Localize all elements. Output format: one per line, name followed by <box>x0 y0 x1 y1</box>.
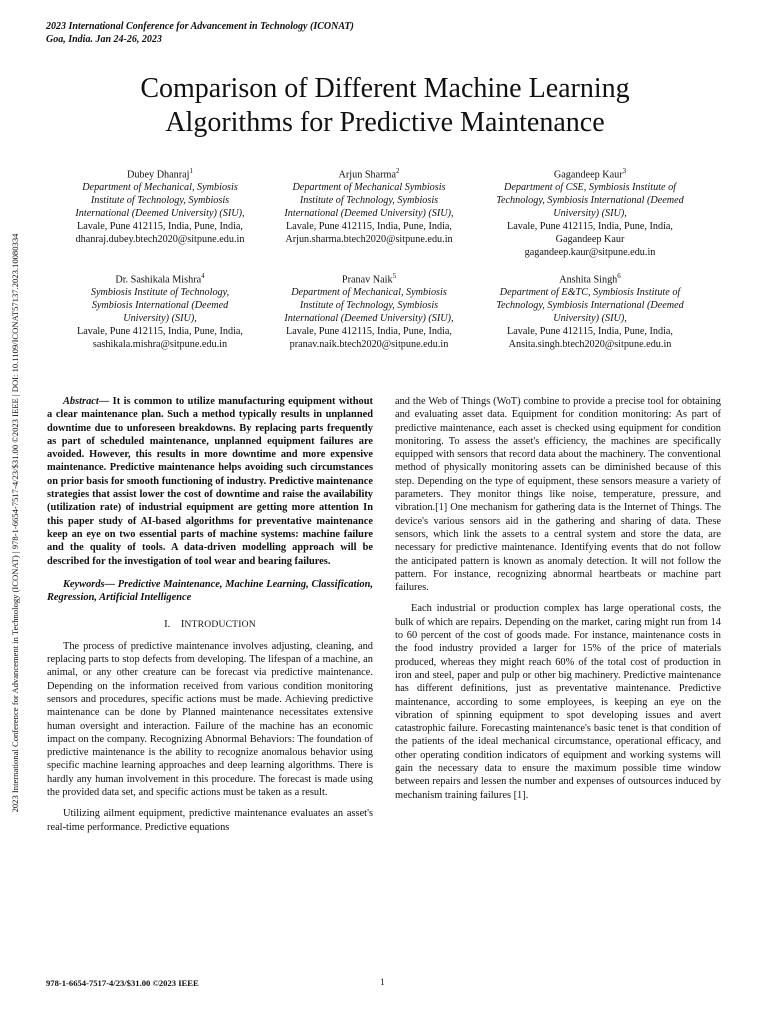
conference-name: 2023 International Conference for Advancement in Technology (ICONAT) <box>46 21 354 32</box>
author-name-repeat: Gagandeep Kaur <box>555 234 625 246</box>
title-line-1: Comparison of Different Machine Learning <box>140 73 630 104</box>
left-column <box>47 395 373 834</box>
author-block-4 <box>44 270 276 351</box>
author-address: Lavale, Pune 412115, India, Pune, India, <box>507 326 673 338</box>
author-dept-line: International (Deemed University) (SIU), <box>75 208 245 220</box>
author-email: gagandeep.kaur@sitpune.edu.in <box>524 247 656 259</box>
abstract-label: Abstract <box>63 396 99 407</box>
author-dept-line: University) (SIU), <box>553 313 627 325</box>
title-line-2: Algorithms for Predictive Maintenance <box>165 107 605 138</box>
intro-paragraph-3: and the Web of Things (WoT) combine to provide a precise tool for obtaining and evaluating asset data. Equipment for condition monitoring: As part of predictive maintenance, each asset is checked using equipment for condition monitoring. To assess the asset's efficiency, the machines are specifically equipped with sensors that record data about the machinery. The conventional method of physically monitoring assets can be diminished because of this step. Depending on the type of equipment, these sensors measure a variety of parameters. They monitor things like noise, temperature, pressure, and vibration.[1] One mechanism for gathering data is the Internet of Things. The device's various sensors aid in the gathering and sharing of data. These sensors, which link the assets to a central system and store the data, are necessary for predictive maintenance. Identifying events that do not follow the anticipated pattern is known as anomaly detection. It will not follow the pattern. For instance, recognizing abnormal heartbeats or machine part failures. <box>395 396 721 594</box>
author-block-3 <box>474 165 706 259</box>
author-address: Lavale, Pune 412115, India, Pune, India, <box>77 221 243 233</box>
author-name: Gagandeep Kaur$^3$ <box>553 167 627 181</box>
conference-header <box>46 20 354 46</box>
author-dept-line: Institute of Technology, Symbiosis <box>299 195 439 207</box>
abstract-text: It is common to utilize manufacturing equipment without a clear maintenance plan. Such a method typically results in unplanned downtime due to unforeseen breakdowns. By replacing parts frequently as part of scheduled maintenance, unplanned equipment failures are avoided. However, this results in more downtime and more expensive maintenance. Predictive maintenance helps avoiding such circumstances on prior basis for smooth functioning of industry. Predictive maintenance strategies that assist lower the cost of downtime and raise the availability (utilization rate) of industrial equipment are getting more attention In this paper study of AI-based algorithms for preventative maintenance keep an eye on two essential parts of machine systems: machine failure and the quality of tools. A data-driven modelling approach will be described for the investigation of tool wear and bearing failures. <box>47 396 373 567</box>
author-name: Dr. Sashikala Mishra$^4$ <box>115 272 205 286</box>
abstract: Abstract— It is common to utilize manufacturing equipment without a clear maintenance plan. Such a method typically results in unplanned downtime due to unforeseen breakdowns. By replacing parts frequently as part of scheduled maintenance, unplanned equipment failures are avoided. However, this results in more downtime and more expensive maintenance. Predictive maintenance helps avoiding such circumstances on prior basis for smooth functioning of industry. Predictive maintenance strategies that assist lower the cost of downtime and raise the availability (utilization rate) of industrial equipment are getting more attention In this paper study of AI-based algorithms for preventative maintenance keep an eye on two essential parts of machine systems: machine failure and the quality of tools. A data-driven modelling approach will be described for the investigation of tool wear and bearing failures. <box>47 396 373 567</box>
doi-banner-text: 2023 International Conference for Advancement in Technology (ICONAT) | 978-1-6654-7517-4/23/$31.00 ©2023 IEEE | DOI: 10.1109/ICONAT57137.2023.10080334 <box>10 233 20 813</box>
author-dept-line: Department of Mechanical, Symbiosis <box>82 182 238 194</box>
paper-title <box>60 72 710 140</box>
author-dept-line: International (Deemed University) (SIU), <box>284 313 454 325</box>
author-dept-line: Technology, Symbiosis International (Deemed <box>496 195 684 207</box>
author-email: Ansita.singh.btech2020@sitpune.edu.in <box>508 339 672 351</box>
author-block-2 <box>253 165 485 246</box>
page-number: 1 <box>380 978 385 988</box>
keywords-label: Keywords— <box>63 578 118 590</box>
author-dept-line: University) (SIU), <box>553 208 627 220</box>
author-name: Anshita Singh$^6$ <box>559 272 621 286</box>
author-address: Lavale, Pune 412115, India, Pune, India, <box>507 221 673 233</box>
intro-paragraph-2: Utilizing ailment equipment, predictive maintenance evaluates an asset's real-time performance. Predictive equations <box>47 808 373 833</box>
author-dept-line: Symbiosis International (Deemed <box>91 300 229 312</box>
author-name: Dubey Dhanraj$^1$ <box>126 167 194 181</box>
author-address: Lavale, Pune 412115, India, Pune, India, <box>286 326 452 338</box>
author-block-5 <box>253 270 485 351</box>
keywords-text: Predictive Maintenance, Machine Learning, Classification, Regression, Artificial Intelligence <box>47 578 373 604</box>
author-dept-line: University) (SIU), <box>123 313 197 325</box>
section-heading-introduction: I. INTRODUCTION <box>164 619 256 631</box>
author-dept-line: Symbiosis Institute of Technology, <box>90 287 230 299</box>
author-address: Lavale, Pune 412115, India, Pune, India, <box>77 326 243 338</box>
author-dept-line: Department of E&TC, Symbiosis Institute of <box>499 287 681 299</box>
author-dept-line: Department of Mechanical, Symbiosis <box>291 287 447 299</box>
author-dept-line: Technology, Symbiosis International (Deemed <box>496 300 684 312</box>
author-block-6 <box>474 270 706 351</box>
keywords <box>47 578 373 605</box>
author-block-1 <box>44 165 276 246</box>
author-email: sashikala.mishra@sitpune.edu.in <box>92 339 228 351</box>
footer-isbn: 978-1-6654-7517-4/23/$31.00 ©2023 IEEE <box>46 978 199 988</box>
author-dept-line: Institute of Technology, Symbiosis <box>299 300 439 312</box>
author-name: Pranav Naik$^5$ <box>341 272 397 286</box>
author-dept-line: International (Deemed University) (SIU), <box>284 208 454 220</box>
author-address: Lavale, Pune 412115, India, Pune, India, <box>286 221 452 233</box>
side-banner <box>4 158 26 888</box>
author-dept-line: Department of Mechanical Symbiosis <box>292 182 446 194</box>
author-email: dhanraj.dubey.btech2020@sitpune.edu.in <box>75 234 245 246</box>
author-email: Arjun.sharma.btech2020@sitpune.edu.in <box>285 234 453 246</box>
author-name: Arjun Sharma$^2$ <box>338 167 400 181</box>
right-column <box>395 395 721 802</box>
author-email: pranav.naik.btech2020@sitpune.edu.in <box>289 339 449 351</box>
intro-paragraph-4: Each industrial or production complex has large operational costs, the bulk of which are repairs. Depending on the market, caring might run from 14 to 60 percent of the cost of goods made. For instance, maintenance costs in the food industry provided a larger for 15% of the price of materials produced, whereas they might reach 60% of the total cost of production in iron and steel, paper and pulp or other big machinery. Predictive maintenance has different definitions, just as preventative maintenance. Predictive maintenance, according to some employees, is keeping an eye on the vibration of spinning equipment to spot developing issues and avert catastrophic failure. Forecasting maintenance's basic tenet is that condition of the patients of the ideal mechanical circumstance, operational efficacy, and other operating condition indicators of equipment and working systems will gain the necessary data to ensure the maximum possible time window between repairs and lessen the number and expenses of outsources induced by mechanism training failures [1]. <box>395 603 721 801</box>
intro-paragraph-1: The process of predictive maintenance involves adjusting, cleaning, and replacing parts to stop defects from developing. The lifespan of a machine, an animal, or any other creature can be forecast via predictive maintenance. Depending on the information received from various condition monitoring sensors and procedures, specific actions must be made. Achieving predictive maintenance can be done by Planned maintenance necessitates extensive human oversight and interaction. Failure of the machine has an economic impact on the company. Recognizing Abnormal Behaviors: The foundation of predictive maintenance is the ability to recognize anomalous behavior using specific machine learning approaches and deep learning algorithms. There is hardly any human involvement in this procedure. The forecast is made using the provided data set, and specific actions must be taken as a result. <box>47 640 373 799</box>
author-dept-line: Institute of Technology, Symbiosis <box>90 195 230 207</box>
conference-location: Goa, India. Jan 24-26, 2023 <box>46 34 162 45</box>
author-dept-line: Department of CSE, Symbiosis Institute of <box>503 182 677 194</box>
